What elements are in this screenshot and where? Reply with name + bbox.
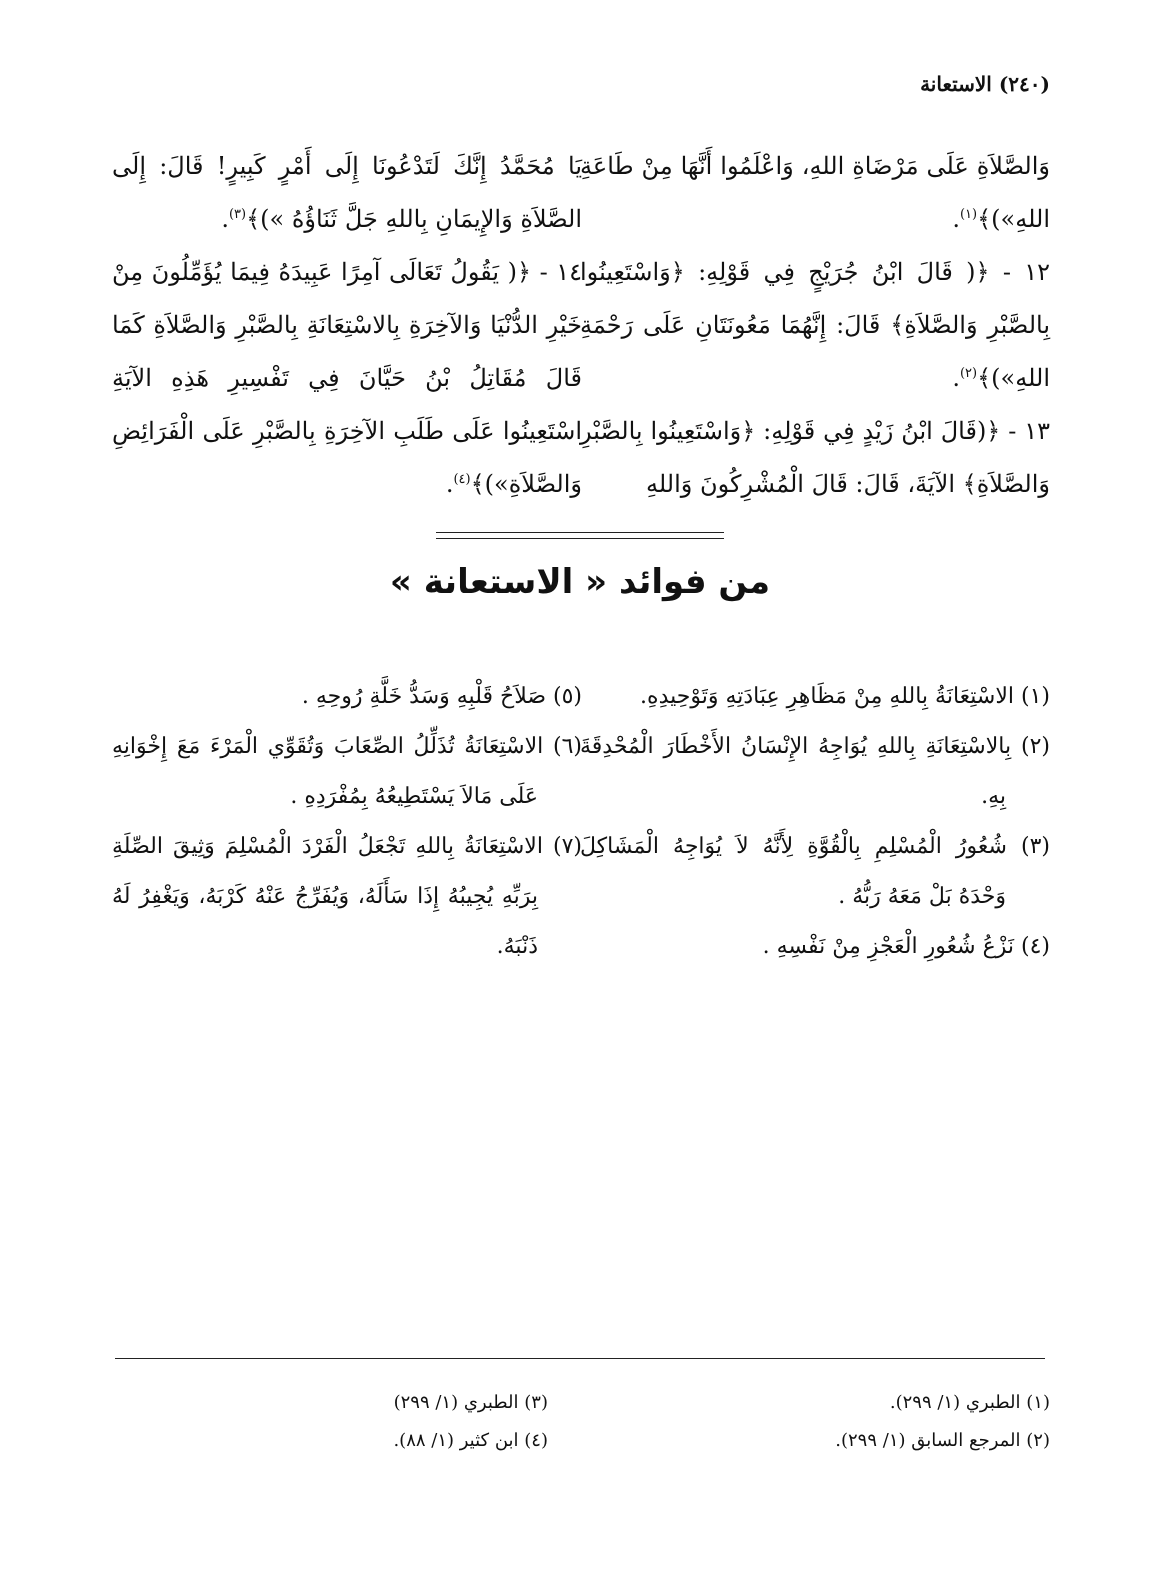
separator-rule	[436, 538, 724, 539]
benefits-list-right	[580, 672, 1050, 972]
paragraph: وَالصَّلاَةِ عَلَى مَرْضَاةِ اللهِ، وَاعْلَمُوا أَنَّهَا مِنْ طَاعَةِ اللهِ»)﴾$^{(١)}$.	[580, 152, 1050, 233]
paragraph-text: يَا مُحَمَّدُ إِنَّكَ لَتَدْعُونَا إِلَى أَمْرٍ كَبِيرٍ! قَالَ: إِلَى الصَّلاَةِ وَالإِيمَانِ بِاللهِ جَلَّ ثَنَاؤُهُ »)﴾	[112, 152, 582, 233]
section-title: من فوائد « الاستعانة »	[389, 562, 771, 602]
footnotes-left	[108, 1384, 548, 1460]
text-column-left	[112, 140, 582, 511]
benefit-item: (٢) بِالاسْتِعَانَةِ بِاللهِ يُوَاجِهُ الإِنْسَانُ الأَخْطَارَ الْمُحْدِقَةَ بِهِ.	[580, 734, 1050, 809]
benefit-item: (٤) نَزْعُ شُعُورِ الْعَجْزِ مِنْ نَفْسِهِ .	[762, 934, 1050, 959]
paragraph: ١٤ - ﴿( يَقُولُ تَعَالَى آمِرًا عَبِيدَهُ فِيمَا يُؤَمِّلُونَ مِنْ خَيْرِ الدُّنْيَا وَالآخِرَةِ بِالاسْتِعَانَةِ بِالصَّبْرِ وَالصَّلاَةِ كَمَا قَالَ مُقَاتِلُ بْنُ حَيَّانَ فِي تَفْسِيرِ هَذِهِ الآيَةِ اسْتَعِينُوا عَلَى طَلَبِ الآخِرَةِ بِالصَّبْرِ عَلَى الْفَرَائِضِ وَالصَّلاَةِ»)﴾$^{(٤)}$.	[112, 258, 582, 498]
paragraph-text: ١٢ - ﴿( قَالَ ابْنُ جُرَيْجٍ فِي قَوْلِهِ: ﴿وَاسْتَعِينُوا بِالصَّبْرِ وَالصَّلاَةِ﴾ قَالَ: إِنَّهُمَا مَعُونَتَانِ عَلَى رَحْمَةِ اللهِ»)﴾	[580, 258, 1050, 392]
footnote-marker: (٣)	[228, 207, 247, 222]
footnote-marker: (٢)	[959, 366, 978, 381]
footnote: (٢) المرجع السابق (١/ ٢٩٩).	[835, 1430, 1050, 1451]
footnote: (١) الطبري (١/ ٢٩٩).	[889, 1392, 1050, 1413]
benefits-list-left	[112, 672, 582, 972]
running-header: (٢٤٠) الاستعانة	[920, 72, 1050, 96]
benefit-item: (٦) الاسْتِعَانَةُ تُذَلِّلُ الصِّعَابَ وَتُقَوِّي الْمَرْءَ مَعَ إِخْوَانِهِ عَلَى مَالاَ يَسْتَطِيعُهُ بِمُفْرَدِهِ .	[112, 734, 582, 809]
footnote-rule	[115, 1358, 1045, 1359]
footnotes-right	[610, 1384, 1050, 1460]
paragraph-text: ١٤ - ﴿( يَقُولُ تَعَالَى آمِرًا عَبِيدَهُ فِيمَا يُؤَمِّلُونَ مِنْ خَيْرِ الدُّنْيَا وَالآخِرَةِ بِالاسْتِعَانَةِ بِالصَّبْرِ وَالصَّلاَةِ كَمَا قَالَ مُقَاتِلُ بْنُ حَيَّانَ فِي تَفْسِيرِ هَذِهِ الآيَةِ اسْتَعِينُوا عَلَى طَلَبِ الآخِرَةِ بِالصَّبْرِ عَلَى الْفَرَائِضِ وَالصَّلاَةِ»)﴾	[112, 258, 582, 498]
text-column-right	[580, 140, 1050, 511]
footnote: (٤) ابن كثير (١/ ٨٨).	[393, 1430, 548, 1451]
benefit-item: (٣) شُعُورُ الْمُسْلِمِ بِالْقُوَّةِ لِأَنَّهُ لاَ يُوَاجِهُ الْمَشَاكِلَ وَحْدَهُ بَلْ مَعَهُ رَبُّهُ .	[580, 834, 1050, 909]
benefit-item: (٧) الاسْتِعَانَةُ بِاللهِ تَجْعَلُ الْفَرْدَ الْمُسْلِمَ وَثِيقَ الصِّلَةِ بِرَبِّهِ يُجِيبُهُ إِذَا سَأَلَهُ، وَيُفَرِّجُ عَنْهُ كَرْبَهُ، وَيَغْفِرُ لَهُ ذَنْبَهُ.	[112, 834, 582, 959]
benefit-item: (١) الاسْتِعَانَةُ بِاللهِ مِنْ مَظَاهِرِ عِبَادَتِهِ وَتَوْحِيدِهِ.	[640, 684, 1050, 709]
paragraph-text: وَالصَّلاَةِ عَلَى مَرْضَاةِ اللهِ، وَاعْلَمُوا أَنَّهَا مِنْ طَاعَةِ اللهِ»)﴾	[580, 152, 1050, 233]
footnote-marker: (١)	[959, 207, 978, 222]
footnote: (٣) الطبري (١/ ٢٩٩)	[393, 1392, 548, 1413]
paragraph: ١٣ - ﴿(قَالَ ابْنُ زَيْدٍ فِي قَوْلِهِ: ﴿وَاسْتَعِينُوا بِالصَّبْرِ وَالصَّلاَةِ﴾ الآيَةَ، قَالَ: قَالَ الْمُشْرِكُونَ وَاللهِ	[580, 417, 1050, 498]
benefit-item: (٥) صَلاَحُ قَلْبِهِ وَسَدُّ خَلَّةِ رُوحِهِ .	[301, 684, 582, 709]
footnote-marker: (٤)	[453, 472, 471, 487]
paragraph: يَا مُحَمَّدُ إِنَّكَ لَتَدْعُونَا إِلَى أَمْرٍ كَبِيرٍ! قَالَ: إِلَى الصَّلاَةِ وَالإِيمَانِ بِاللهِ جَلَّ ثَنَاؤُهُ »)﴾$^{(٣)}$.	[112, 152, 582, 233]
paragraph: ١٢ - ﴿( قَالَ ابْنُ جُرَيْجٍ فِي قَوْلِهِ: ﴿وَاسْتَعِينُوا بِالصَّبْرِ وَالصَّلاَةِ﴾ قَالَ: إِنَّهُمَا مَعُونَتَانِ عَلَى رَحْمَةِ اللهِ»)﴾$^{(٢)}$.	[580, 258, 1050, 392]
separator-rule	[436, 532, 724, 533]
